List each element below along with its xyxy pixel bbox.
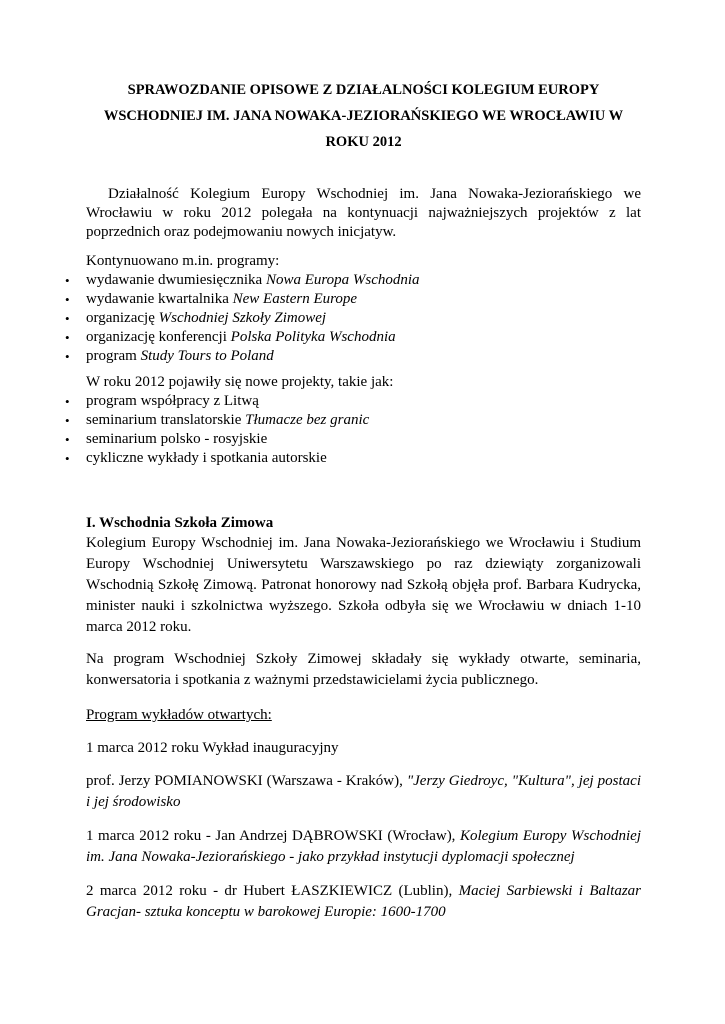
program-heading: Program wykładów otwartych: xyxy=(86,707,272,723)
continued-heading: Kontynuowano m.in. programy: xyxy=(86,253,280,269)
title-line-2: WSCHODNIEJ IM. JANA NOWAKA-JEZIORAŃSKIEGO WE WROCŁAWIU W xyxy=(103,108,624,124)
list-item: • organizację Wschodniej Szkoły Zimowej xyxy=(65,310,327,326)
title-line-3: ROKU 2012 xyxy=(325,134,402,150)
list-item: • organizację konferencji Polska Polityka Wschodnia xyxy=(65,329,396,345)
list-item: • wydawanie kwartalnika New Eastern Europe xyxy=(65,291,358,307)
bullet-icon: • xyxy=(65,273,70,288)
bullet-icon: • xyxy=(65,394,70,409)
section-paragraph-2: Na program Wschodniej Szkoły Zimowej składały się wykłady otwarte, seminaria, konwersatoria i spotkania z ważnymi przedstawicielami życia publicznego. xyxy=(86,651,641,688)
bullet-icon: • xyxy=(65,311,70,326)
list-item: • cykliczne wykłady i spotkania autorskie xyxy=(65,450,327,466)
bullet-icon: • xyxy=(65,292,70,307)
bullet-icon: • xyxy=(65,451,70,466)
bullet-icon: • xyxy=(65,330,70,345)
list-item: • seminarium polsko - rosyjskie xyxy=(65,431,268,447)
bullet-icon: • xyxy=(65,432,70,447)
title-line-1: SPRAWOZDANIE OPISOWE Z DZIAŁALNOŚCI KOLEGIUM EUROPY xyxy=(127,82,600,98)
intro-paragraph xyxy=(86,185,641,242)
lecture-entry: 1 marca 2012 roku - Jan Andrzej DĄBROWSKI (Wrocław), Kolegium Europy Wschodniej im. Jana Nowaka-Jeziorańskiego - jako przykład instytucji dyplomacji społecznej xyxy=(86,828,641,865)
section-paragraph-1: Kolegium Europy Wschodniej im. Jana Nowaka-Jeziorańskiego we Wrocławiu i Studium Europy Wschodniej Uniwersytetu Warszawskiego po raz dziewiąty zorganizowali Wschodnią Szkołę Zimową. Patronat honorowy nad Szkołą objęła prof. Barbara Kudrycka, minister nauki i szkolnictwa wyższego. Szkoła odbyła się we Wrocławiu w dniach 1-10 marca 2012 roku. xyxy=(86,535,641,635)
intro-text: Działalność Kolegium Europy Wschodniej im. Jana Nowaka-Jeziorańskiego we Wrocławiu w roku 2012 polegała na kontynuacji najważniejszych projektów z lat poprzednich oraz podejmowaniu nowych inicjatyw. xyxy=(86,186,641,240)
list-item: • program Study Tours to Poland xyxy=(65,348,274,364)
list-item: • program współpracy z Litwą xyxy=(65,393,259,409)
new-projects xyxy=(65,373,641,468)
continued-list xyxy=(65,271,641,366)
bullet-icon: • xyxy=(65,413,70,428)
continued-programs xyxy=(65,252,641,366)
list-item: • wydawanie dwumiesięcznika Nowa Europa Wschodnia xyxy=(65,272,420,288)
lecture-entry: 2 marca 2012 roku - dr Hubert ŁASZKIEWICZ (Lublin), Maciej Sarbiewski i Baltazar Gracjan- sztuka konceptu w barokowej Europie: 1600-1700 xyxy=(86,883,641,920)
section-title: I. Wschodnia Szkoła Zimowa xyxy=(86,515,274,531)
lecture-entry: prof. Jerzy POMIANOWSKI (Warszawa - Kraków), "Jerzy Giedroyc, "Kultura", jej postaci i jej środowisko xyxy=(86,773,641,810)
lecture-entry: 1 marca 2012 roku Wykład inauguracyjny xyxy=(86,740,339,756)
report-title xyxy=(86,77,641,155)
bullet-icon: • xyxy=(65,349,70,364)
new-projects-list xyxy=(65,392,641,468)
new-projects-heading: W roku 2012 pojawiły się nowe projekty, takie jak: xyxy=(86,374,394,390)
list-item: • seminarium translatorskie Tłumacze bez granic xyxy=(65,412,370,428)
